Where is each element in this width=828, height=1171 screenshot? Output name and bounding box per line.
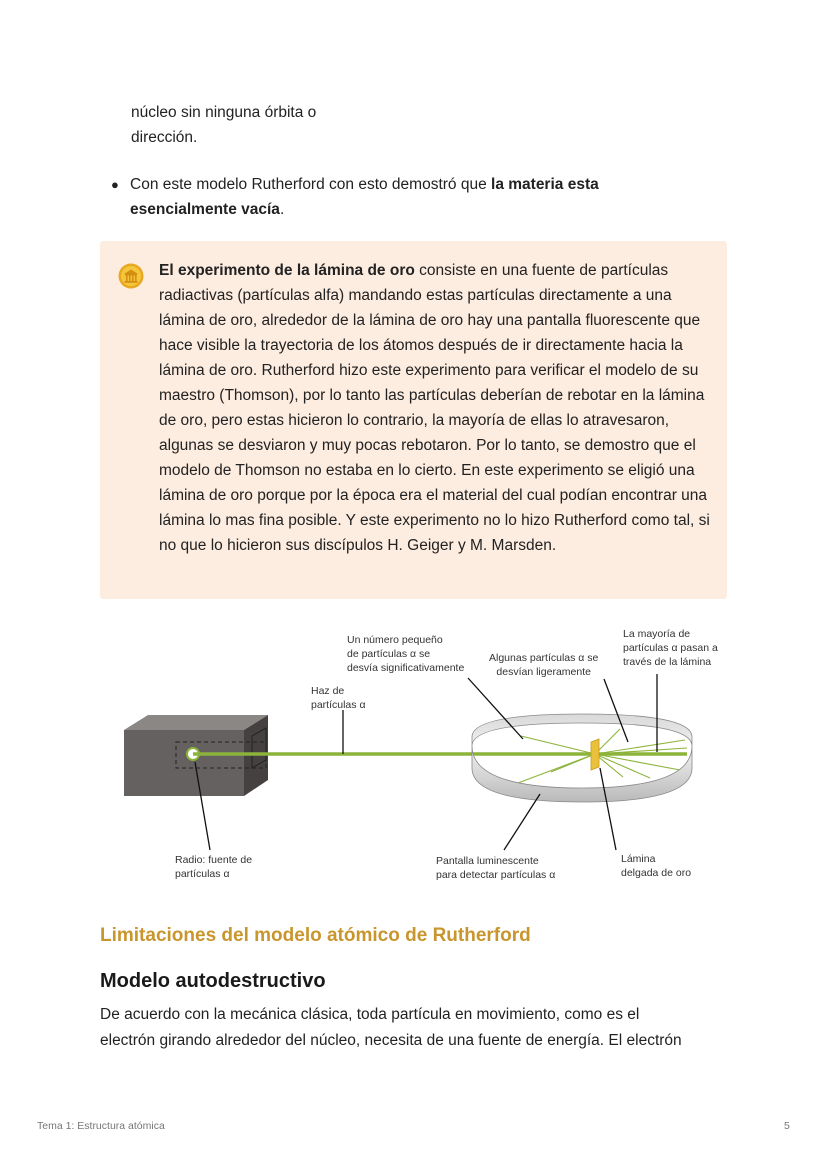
gold-foil (591, 739, 599, 770)
bullet-item (111, 172, 671, 222)
label-most-3: través de la lámina (623, 656, 712, 668)
label-some-2: desvían ligeramente (496, 666, 591, 678)
rutherford-experiment-diagram (100, 622, 740, 890)
bullet-text-before: Con este modelo Rutherford con esto demostró que (130, 176, 492, 193)
footer-topic: Tema 1: Estructura atómica (37, 1120, 165, 1132)
bullet-text (130, 172, 671, 222)
museum-coin-icon (118, 263, 144, 289)
callout-body: consiste en una fuente de partículas radiactivas (partículas alfa) mandando estas partículas directamente a una lámina de oro, alrededor de la lámina de oro hay una pantalla fluorescente que hace visible la trayectoria de los átomos después de ir directamente hacia la lámina de oro. Rutherford hizo este experimento para verificar el modelo de su maestro (Thomson), por lo tanto las partículas deberían de rebotar en la lámina de oro, pero estas hicieron lo contrario, la mayoría de ellas lo atravesaron, algunas se desviaron y muy pocas rebotaron. Por lo tanto, se demostro que el modelo de Thomson no estaba en lo cierto. En este experimento se eligió una lámina de oro porque por la época era el material del cual podían encontrar una lámina lo mas fina posible. Y este experimento no lo hizo Rutherford como tal, si no que lo hicieron sus discípulos H. Geiger y M. Marsden. (159, 262, 710, 554)
subsection-title: Modelo autodestructivo (100, 970, 326, 992)
label-foil-1: Lámina (621, 853, 656, 865)
label-beam (311, 684, 366, 712)
bullet-dot: ● (111, 177, 119, 192)
label-most-particles (623, 627, 718, 669)
continuation-line-2: dirección. (131, 129, 198, 146)
label-beam-1: Haz de (311, 685, 345, 697)
scattered-alpha-paths (518, 729, 687, 783)
label-small-number-2: de partículas α se (347, 648, 431, 660)
page-number: 5 (784, 1120, 790, 1132)
label-small-number-1: Un número pequeño (347, 634, 443, 646)
paragraph-line-2: electrón girando alrededor del núcleo, necesita de una fuente de energía. El electrón (100, 1032, 682, 1049)
label-small-number (347, 633, 464, 675)
continuation-line-1: núcleo sin ninguna órbita o (131, 104, 317, 121)
continuation-text (131, 100, 391, 150)
label-foil-2: delgada de oro (621, 867, 692, 879)
label-some-particles (489, 651, 598, 679)
label-screen (436, 854, 555, 882)
label-source (175, 853, 252, 881)
label-most-2: partículas α pasan a (623, 642, 718, 654)
label-screen-1: Pantalla luminescente (436, 855, 539, 867)
label-most-1: La mayoría de (623, 628, 691, 640)
label-screen-2: para detectar partículas α (436, 869, 556, 881)
bullet-text-after: . (279, 201, 285, 218)
label-some-1: Algunas partículas α se (489, 652, 599, 664)
callout-text (159, 258, 715, 558)
bullet-bold-text: la materia esta esencialmente vacía (130, 176, 599, 218)
paragraph-line-1: De acuerdo con la mecánica clásica, toda partícula en movimiento, como es el (100, 1006, 640, 1023)
label-beam-2: partículas α (311, 699, 366, 711)
body-paragraph (100, 1002, 730, 1054)
label-source-1: Radio: fuente de (175, 854, 253, 866)
label-source-2: partículas α (175, 868, 230, 880)
label-foil (621, 852, 691, 880)
section-title: Limitaciones del modelo atómico de Rutherford (100, 925, 531, 946)
callout-bold-lead: El experimento de la lámina de oro (159, 262, 415, 279)
label-small-number-3: desvía significativamente (347, 662, 465, 674)
info-callout (100, 241, 727, 599)
